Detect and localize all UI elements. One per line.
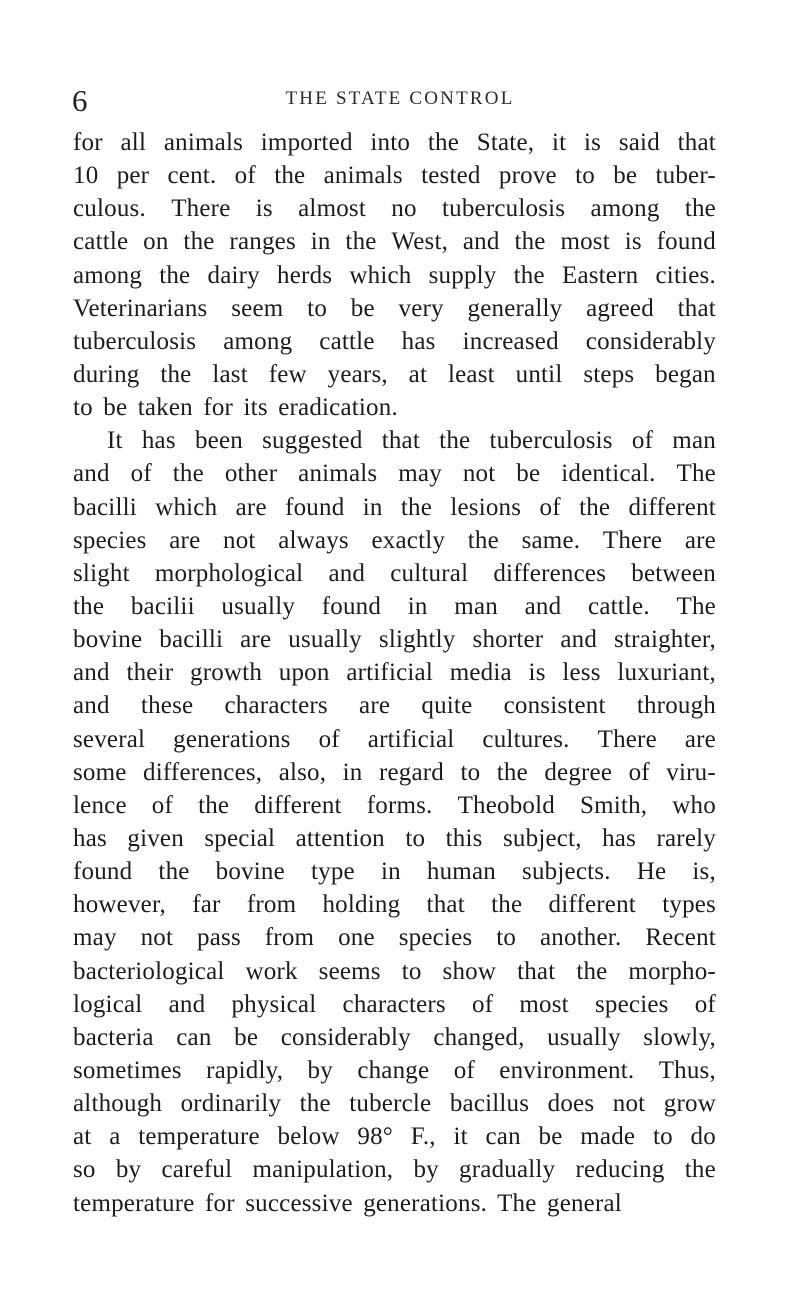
running-head: THE STATE CONTROL — [285, 88, 515, 109]
text-line: among the dairy herds which supply the Eastern cities. — [73, 261, 716, 289]
text-line: for all animals imported into the State, it is said that — [73, 129, 716, 156]
text-line: 10 per cent. of the animals tested prove to be tuber- — [73, 162, 716, 190]
text-line: temperature for successive generations. The general — [73, 1189, 622, 1217]
text-line: lence of the different forms. Theobold Smith, who — [73, 791, 716, 819]
text-line: bovine bacilli are usually slightly shorter and straighter, — [73, 626, 716, 654]
text-line: has given special attention to this subject, has rarely — [73, 824, 716, 852]
text-line: species are not always exactly the same. There are — [73, 526, 716, 554]
text-line: may not pass from one species to another. Recent — [73, 924, 716, 952]
text-line: cattle on the ranges in the West, and the most is found — [73, 228, 716, 256]
text-line: so by careful manipulation, by gradually reducing the — [73, 1156, 716, 1184]
text-line: several generations of artificial cultures. There are — [73, 725, 716, 753]
body-text — [73, 126, 716, 1220]
text-line: bacteriological work seems to show that the morpho- — [73, 957, 716, 985]
text-line: culous. There is almost no tuberculosis among the — [73, 195, 716, 223]
text-line: the bacilii usually found in man and cattle. The — [73, 592, 716, 620]
text-line: bacteria can be considerably changed, usually slowly, — [73, 1023, 716, 1051]
text-line: bacilli which are found in the lesions of the different — [73, 493, 716, 521]
text-line: Veterinarians seem to be very generally agreed that — [73, 294, 716, 322]
text-line: and their growth upon artificial media is less luxuriant, — [73, 659, 716, 687]
text-line: tuberculosis among cattle has increased considerably — [73, 327, 716, 355]
text-line: however, far from holding that the different types — [73, 891, 716, 919]
text-line: It has been suggested that the tuberculosis of man — [107, 427, 716, 455]
text-line: at a temperature below 98° F., it can be made to do — [73, 1123, 716, 1151]
text-line: slight morphological and cultural differences between — [73, 559, 716, 587]
text-line: sometimes rapidly, by change of environment. Thus, — [73, 1056, 716, 1084]
text-line: found the bovine type in human subjects. He is, — [73, 858, 716, 886]
text-line: logical and physical characters of most species of — [73, 990, 716, 1018]
text-line: and of the other animals may not be identical. The — [73, 460, 716, 488]
text-line: and these characters are quite consistent through — [73, 692, 716, 720]
page-number: 6 — [72, 83, 88, 118]
text-line: to be taken for its eradication. — [73, 394, 398, 422]
text-line: although ordinarily the tubercle bacillus does not grow — [73, 1090, 716, 1118]
text-line: during the last few years, at least until steps began — [73, 360, 716, 388]
text-line: some differences, also, in regard to the degree of viru- — [73, 758, 716, 786]
